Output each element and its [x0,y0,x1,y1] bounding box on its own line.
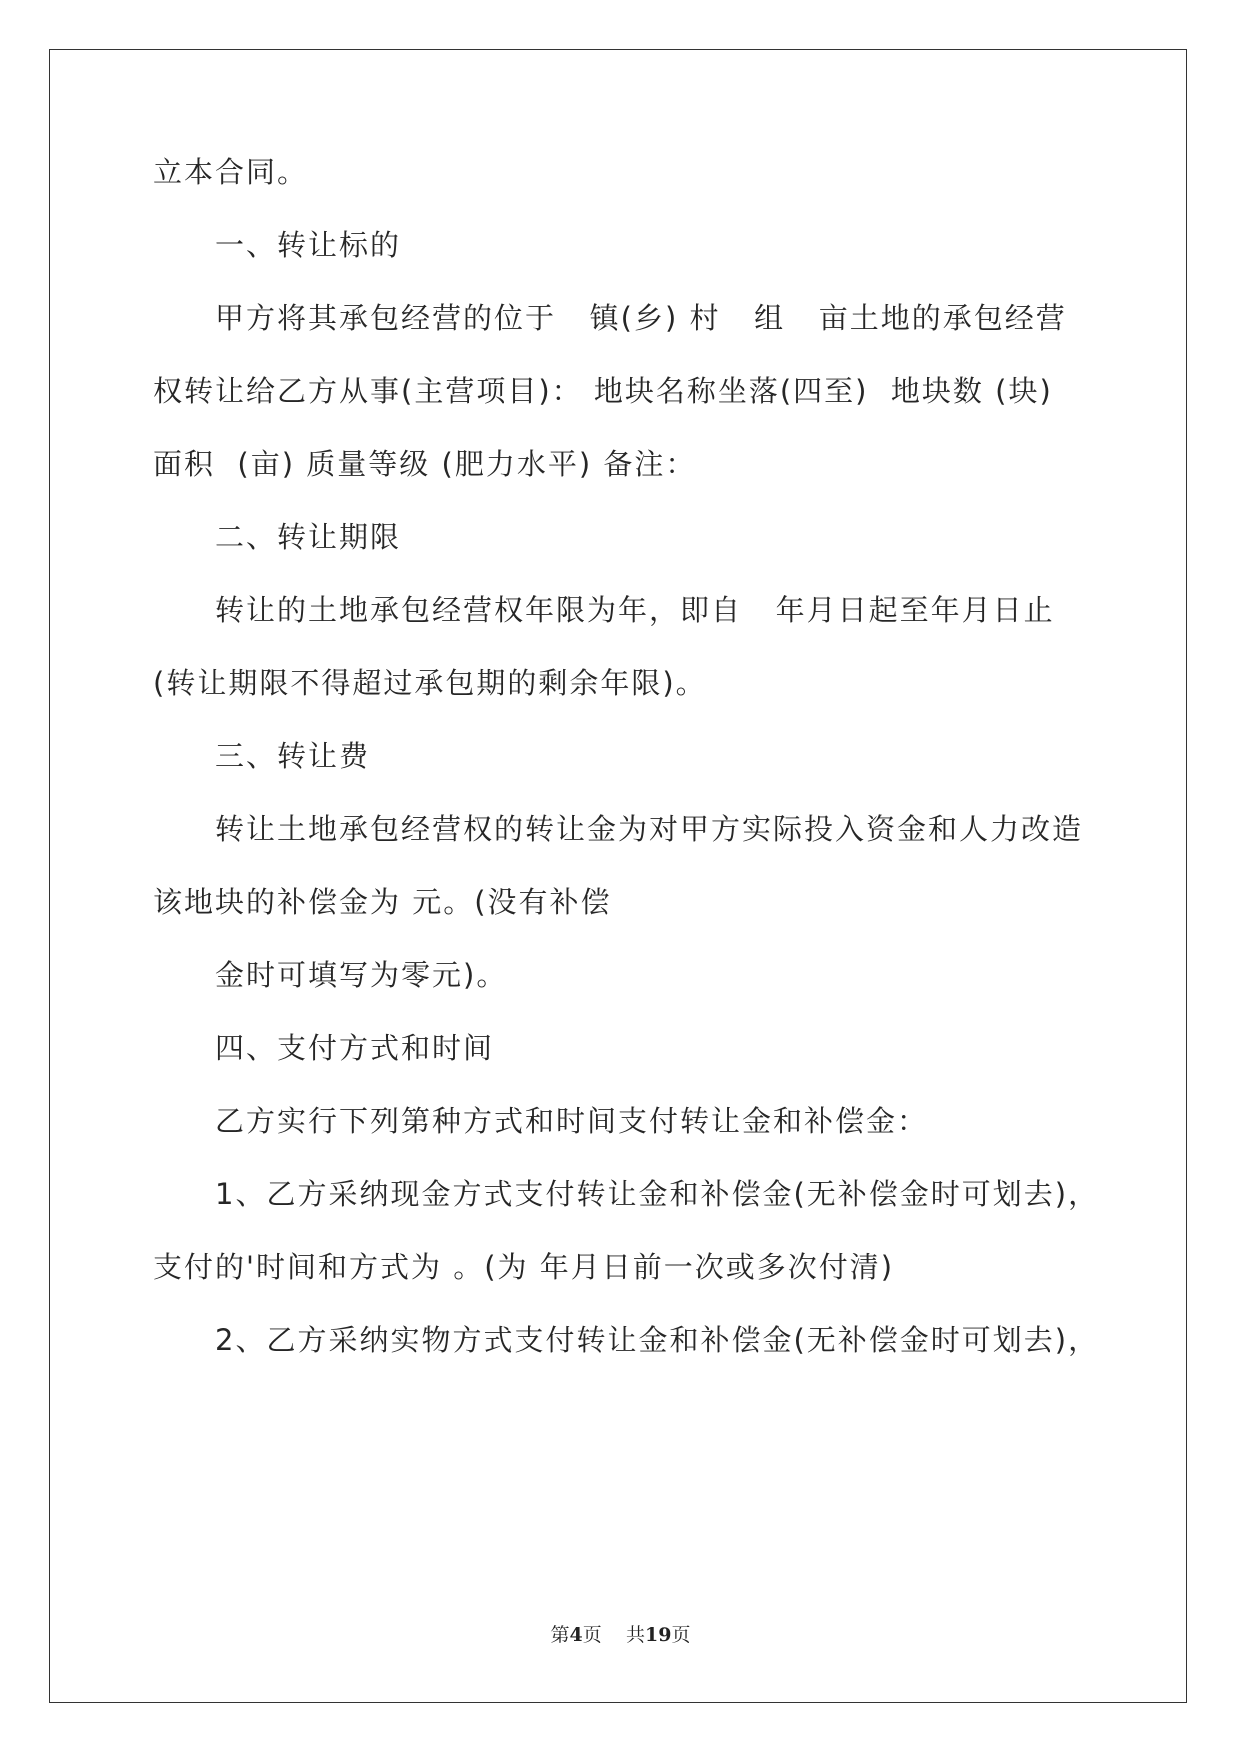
text-line-5: 面积 (亩) 质量等级 (肥力水平) 备注： [153,447,697,481]
page-number: 4 [569,1624,583,1646]
total-pages: 19 [644,1624,672,1646]
text-line-16: 支付的'时间和方式为 。(为 年月日前一次或多次付清) [153,1250,895,1284]
page-prefix: 第 [550,1624,570,1646]
text-line-10: 转让土地承包经营权的转让金为对甲方实际投入资金和人力改造 [215,812,1084,846]
text-line-14: 乙方实行下列第种方式和时间支付转让金和补偿金： [215,1104,929,1138]
text-line-15: 1、乙方采纳现金方式支付转让金和补偿金(无补偿金时可划去)， [215,1177,1100,1211]
section-heading-4: 四、支付方式和时间 [215,1031,495,1065]
page-suffix: 页 [582,1624,602,1646]
total-suffix: 页 [671,1624,691,1646]
text-line-4: 权转让给乙方从事(主营项目)： 地块名称坐落(四至) 地块数 (块) [153,374,1053,408]
text-line-11: 该地块的补偿金为 元。(没有补偿 [153,885,612,919]
text-line-7: 转让的土地承包经营权年限为年，即自 年月日起至年月日止 [215,593,1055,627]
total-prefix: 共 [625,1624,645,1646]
section-heading-2: 二、转让期限 [215,520,402,554]
page-footer [0,1620,1241,1647]
text-line-1: 立本合同。 [153,155,309,189]
text-line-17: 2、乙方采纳实物方式支付转让金和补偿金(无补偿金时可划去)， [215,1323,1100,1357]
section-heading-3: 三、转让费 [215,739,371,773]
section-heading-1: 一、转让标的 [215,228,402,262]
text-line-3: 甲方将其承包经营的位于 镇(乡) 村 组 亩土地的承包经营 [215,301,1067,335]
text-line-8: (转让期限不得超过承包期的剩余年限)。 [153,666,707,700]
text-line-12: 金时可填写为零元)。 [215,958,508,992]
